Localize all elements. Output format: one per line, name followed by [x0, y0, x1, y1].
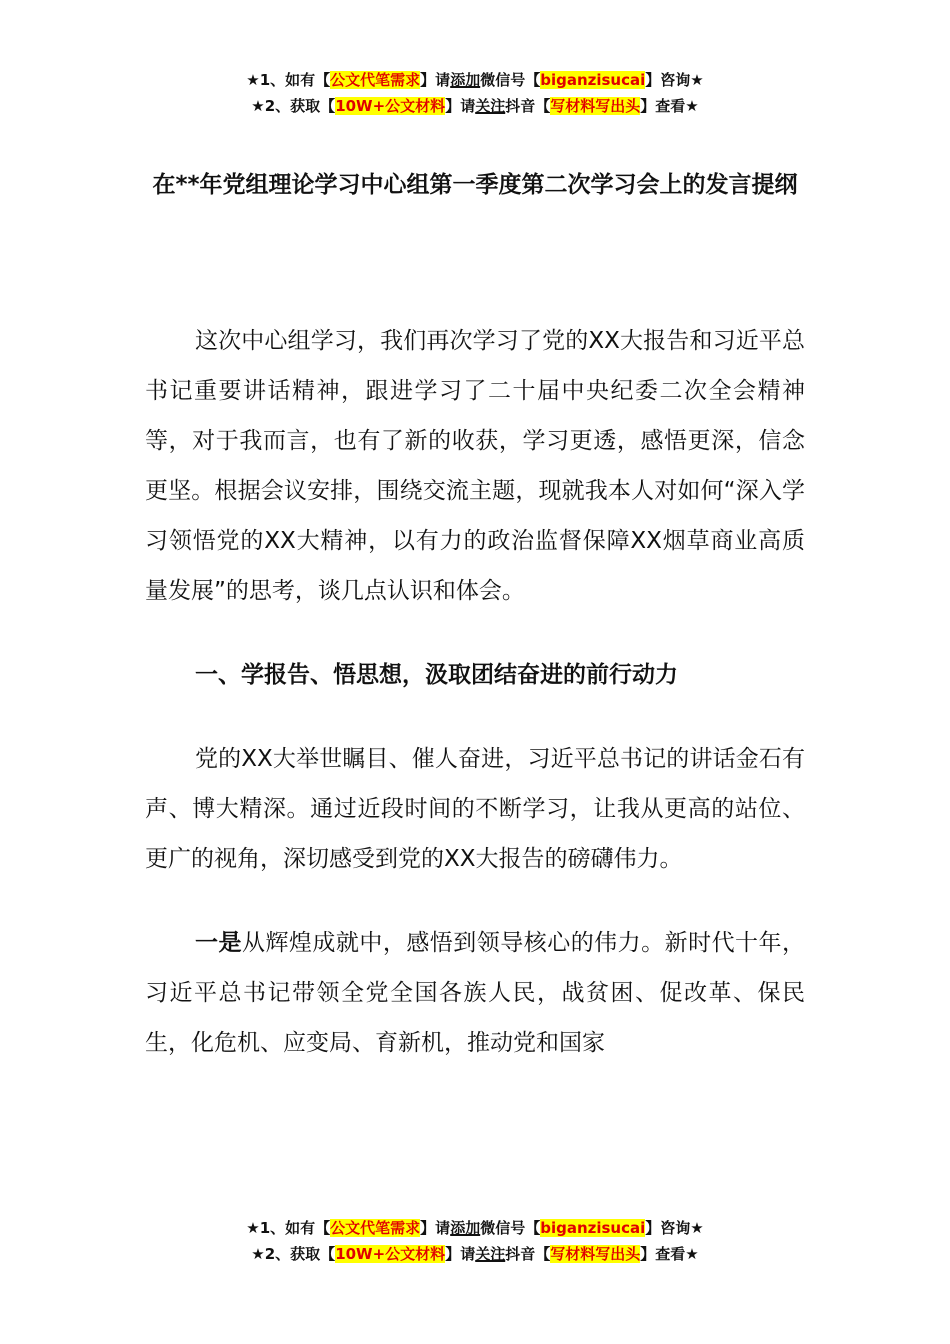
highlight-wechat-id: biganzisucai	[540, 1219, 646, 1237]
highlight-douyin-id: 写材料写出头	[550, 97, 641, 115]
paragraph-3: 一是从辉煌成就中，感悟到领导核心的伟力。新时代十年，习近平总书记带领全党全国各族人民，战贫困、促改革、保民生，化危机、应变局、育新机，推动党和国家	[145, 930, 806, 1056]
notice-line-1: ★1、如有【公文代笔需求】请添加微信号【biganzisucai】咨询★	[246, 1219, 704, 1237]
section-heading-1: 一、学报告、悟思想，汲取团结奋进的前行动力	[195, 662, 678, 688]
highlight-materials: 10W+公文材料	[335, 1245, 446, 1263]
notice-line-2: ★2、获取【10W+公文材料】请关注抖音【写材料写出头】查看★	[251, 1245, 699, 1263]
highlight-wechat-id: biganzisucai	[540, 71, 646, 89]
highlight-service: 公文代笔需求	[330, 71, 421, 89]
paragraph-2: 党的XX大举世瞩目、催人奋进，习近平总书记的讲话金石有声、博大精深。通过近段时间的不断学习，让我从更高的站位、更广的视角，深切感受到党的XX大报告的磅礴伟力。	[145, 746, 805, 872]
paragraph-lead: 一是	[195, 930, 242, 956]
notice-line-1: ★1、如有【公文代笔需求】请添加微信号【biganzisucai】咨询★	[246, 71, 704, 89]
document-body	[145, 316, 805, 1102]
footer-notice	[0, 1215, 950, 1267]
highlight-materials: 10W+公文材料	[335, 97, 446, 115]
notice-line-2: ★2、获取【10W+公文材料】请关注抖音【写材料写出头】查看★	[251, 97, 699, 115]
header-notice	[0, 67, 950, 119]
document-title: 在**年党组理论学习中心组第一季度第二次学习会上的发言提纲	[152, 172, 798, 198]
highlight-service: 公文代笔需求	[330, 1219, 421, 1237]
paragraph-intro: 这次中心组学习，我们再次学习了党的XX大报告和习近平总书记重要讲话精神，跟进学习了二十届中央纪委二次全会精神等，对于我而言，也有了新的收获，学习更透，感悟更深，信念更坚。根据会议安排，围绕交流主题，现就我本人对如何“深入学习领悟党的XX大精神，以有力的政治监督保障XX烟草商业高质量发展”的思考，谈几点认识和体会。	[145, 328, 805, 604]
highlight-douyin-id: 写材料写出头	[550, 1245, 641, 1263]
